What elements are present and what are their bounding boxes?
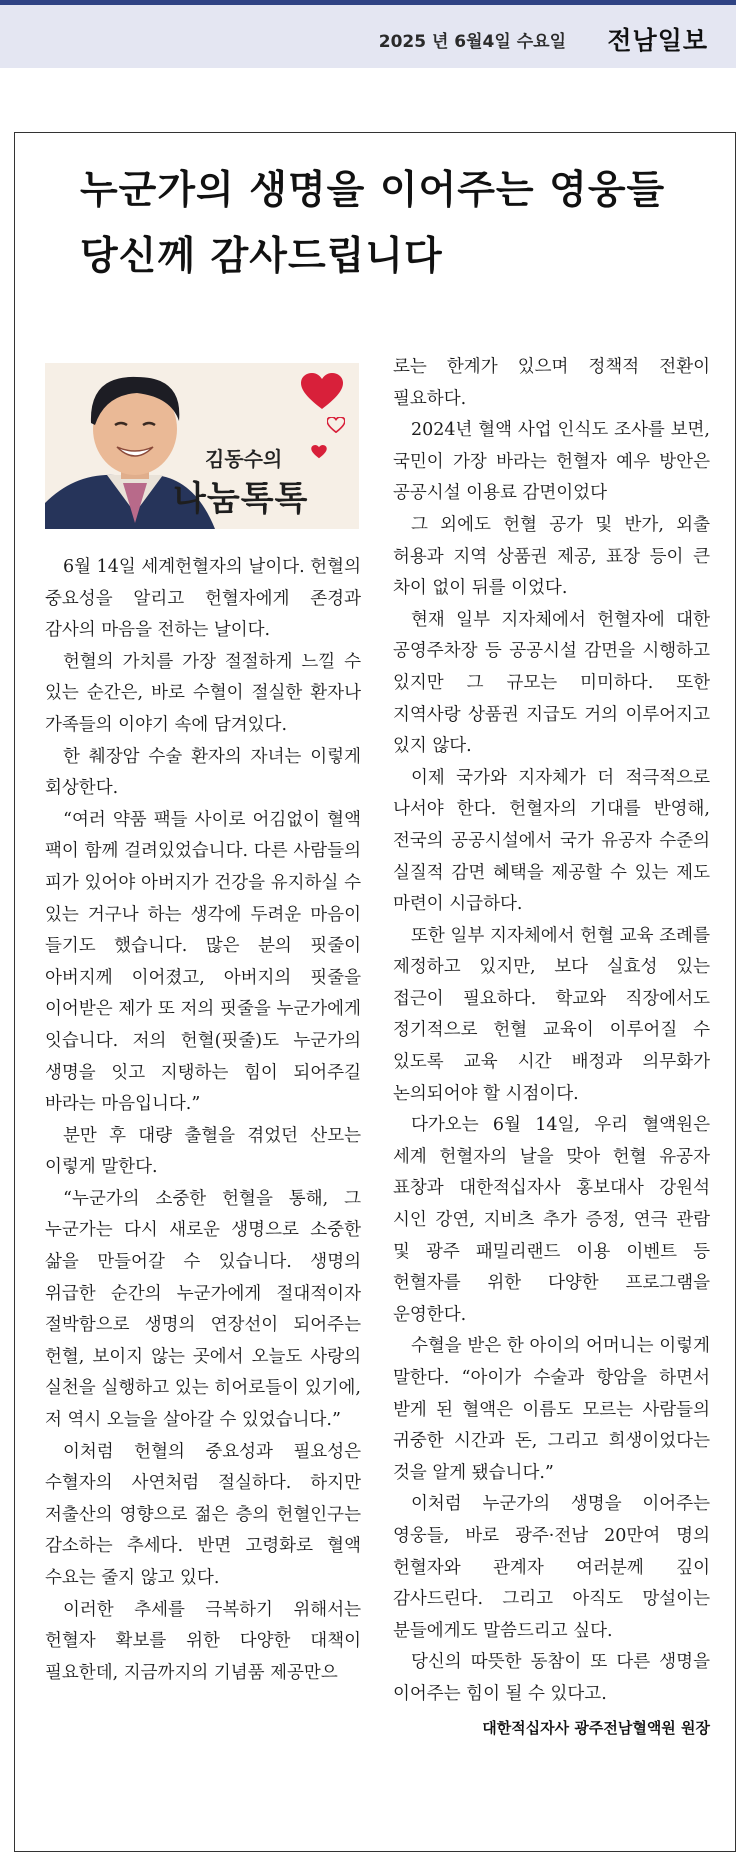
column-banner [45,363,359,529]
quote-paragraph: “누군가의 소중한 헌혈을 통해, 그 누군가는 다시 새로운 생명으로 소중한 삶을 만들어갈 수 있습니다. 생명의 위급한 순간의 누군가에게 절대적이자 절박함으로 생명의 연장선이 되어주는 헌혈, 보이지 않는 곳에서 오늘도 사랑의 실천을 실행하고 있는 히어로들이 있기에, 저 역시 오늘을 살아갈 수 있었습니다.” [45,1188,361,1431]
headline-line-1: 누군가의 생명을 이어주는 영웅들 [80,168,666,213]
paragraph: 이처럼 헌혈의 중요성과 필요성은 수혈자의 사연처럼 절실하다. 하지만 저출산의 영향으로 젊은 층의 헌혈인구는 감소하는 추세다. 반면 고령화로 혈액 수요는 줄지 않고 있다. [45,1441,361,1588]
headline-line-2: 당신께 감사드립니다 [80,234,443,279]
paragraph: 이제 국가와 지자체가 더 적극적으로 나서야 한다. 헌혈자의 기대를 반영해, 전국의 공공시설에서 국가 유공자 수준의 실질적 감면 혜택을 제공할 수 있는 제도 마련이 시급하다. [393,767,710,915]
paragraph: 현재 일부 지자체에서 헌혈자에 대한 공영주차장 등 공공시설 감면을 시행하고 있지만 그 규모는 미미하다. 또한 지역사랑 상품권 지급도 거의 이루어지고 있지 않다. [393,609,710,757]
paragraph: 이처럼 누군가의 생명을 이어주는 영웅들, 바로 광주·전남 20만여 명의 헌혈자와 관계자 여러분께 깊이 감사드린다. 그리고 아직도 망설이는 분들에게도 말씀드리고 싶다. [393,1494,710,1641]
newspaper-name: 전남일보 [607,26,708,55]
paragraph: 다가오는 6월 14일, 우리 혈액원은 세계 헌혈자의 날을 맞아 헌혈 유공자 표창과 대한적십자사 홍보대사 강원석 시인 강연, 지비츠 추가 증정, 연극 관람 및 광주 패밀리랜드 이용 이벤트 등 헌혈자를 위한 다양한 프로그램을 운영한다. [393,1115,710,1325]
paragraph: 이러한 추세를 극복하기 위해서는 헌혈자 확보를 위한 다양한 대책이 필요한데, 지금까지의 기념품 제공만으 [45,1599,361,1683]
outline-heart-icon [327,417,345,433]
paragraph: 또한 일부 지자체에서 헌혈 교육 조례를 제정하고 있지만, 보다 실효성 있는 접근이 필요하다. 학교와 직장에서도 정기적으로 헌혈 교육이 이루어질 수 있도록 교육 시간 배정과 의무화가 논의되어야 할 시점이다. [393,925,710,1104]
article-column-left [45,552,361,1689]
paragraph: 그 외에도 헌혈 공가 및 반가, 외출 허용과 지역 상품권 제공, 표장 등이 큰 차이 없이 뒤를 이었다. [393,514,710,599]
column-title: 나눔톡톡 [173,479,309,519]
column-author-label: 김동수의 [205,447,283,471]
paragraph: 수혈을 받은 한 아이의 어머니는 이렇게 말한다. “아이가 수술과 항암을 하면서 받게 된 혈액은 이름도 모르는 사람들의 귀중한 시간과 돈, 그리고 희생이었다는 것을 알게 됐습니다.” [393,1336,710,1483]
small-heart-icon [311,445,327,459]
masthead [0,0,736,68]
headline [80,158,720,290]
quote-paragraph: “여러 약품 팩들 사이로 어김없이 혈액 팩이 함께 걸려있었습니다. 다른 사람들의 피가 있어야 아버지가 건강을 유지하실 수 있는 거구나 하는 생각에 두려운 마음이 들기도 했습니다. 많은 분의 핏줄이 아버지께 이어졌고, 아버지의 핏줄을 이어받은 제가 또 저의 핏줄을 누군가에게 잇습니다. 저의 헌혈(핏줄)도 누군가의 생명을 잇고 지탱하는 힘이 되어주길 바라는 마음입니다.” [45,809,361,1115]
article-column-right [393,352,710,1744]
paragraph: 한 췌장암 수술 환자의 자녀는 이렇게 회상한다. [45,746,361,799]
paragraph: 로는 한계가 있으며 정책적 전환이 필요하다. [393,357,710,409]
paragraph: 2024년 혈액 사업 인식도 조사를 보면, 국민이 가장 바라는 헌혈자 예우 방안은 공공시설 이용료 감면이었다 [393,420,710,504]
author-byline: 대한적십자사 광주전남혈액원 원장 [482,1718,710,1737]
publication-date: 2025 년 6월4일 수요일 [378,32,566,52]
paragraph: 분만 후 대량 출혈을 겪었던 산모는 이렇게 말한다. [45,1125,361,1178]
paragraph: 당신의 따뜻한 동참이 또 다른 생명을 이어주는 힘이 될 수 있다고. [393,1652,710,1704]
paragraph: 헌혈의 가치를 가장 절절하게 느낄 수 있는 순간은, 바로 수혈이 절실한 환자나 가족들의 이야기 속에 담겨있다. [45,651,361,735]
big-heart-icon [301,373,343,411]
paragraph: 6월 14일 세계헌혈자의 날이다. 헌혈의 중요성을 알리고 헌혈자에게 존경과 감사의 마음을 전하는 날이다. [45,557,361,641]
